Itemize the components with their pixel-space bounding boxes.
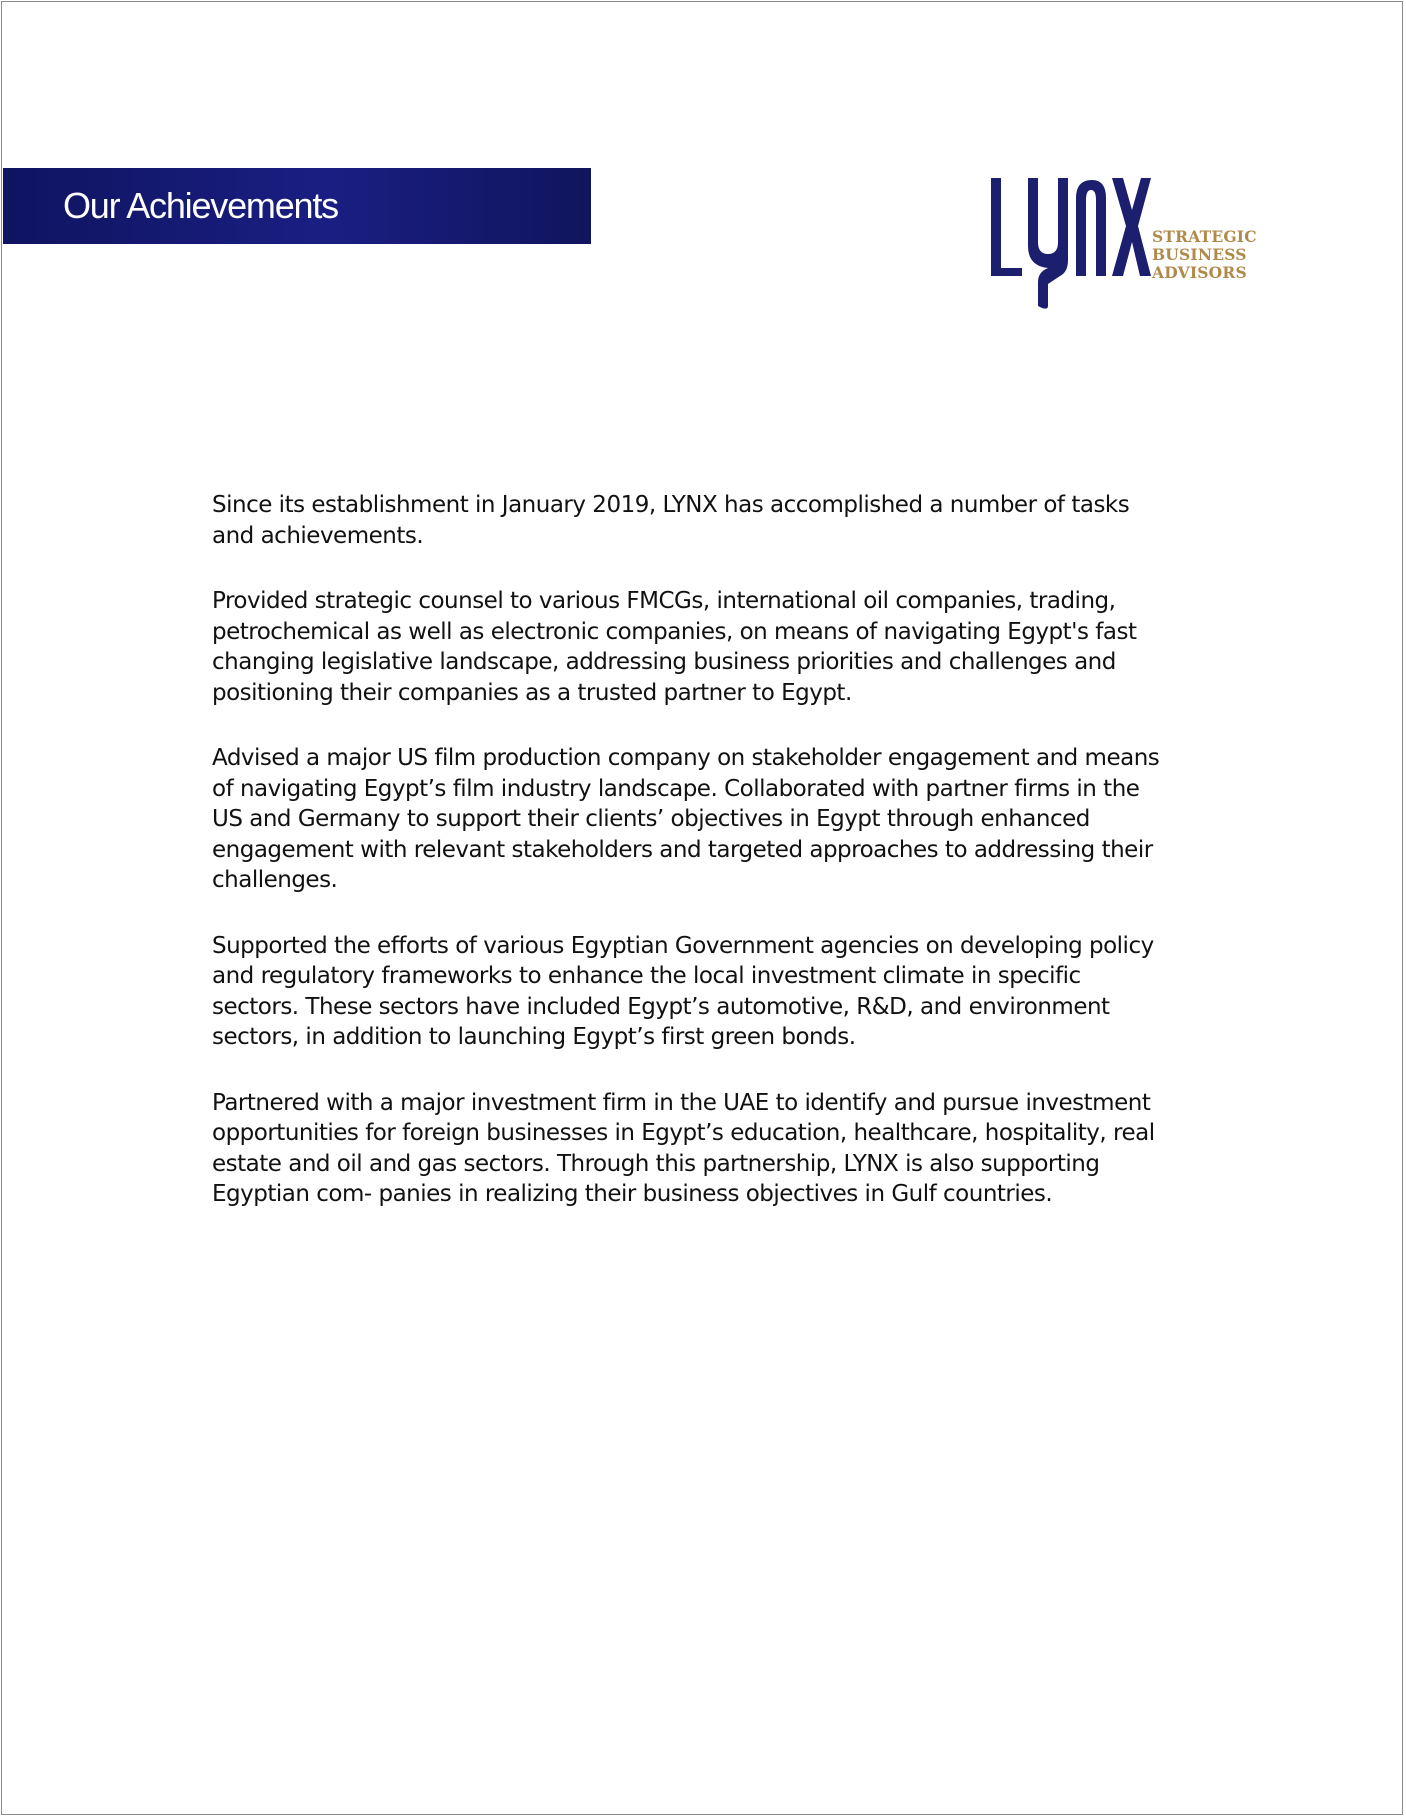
title-banner [3, 168, 591, 244]
lynx-wordmark-logo-icon [988, 176, 1152, 312]
logo-tagline-line: ADVISORS [1152, 263, 1247, 282]
paragraph-uae-partnership: Partnered with a major investment firm in the UAE to identify and pursue investment opportunities for foreign businesses in Egypt’s education, healthcare, hospitality, real estate and oil and gas sectors. Through this partnership, LYNX is also supporting Egyptian com- panies in realizing their business objectives in Gulf countries. [212, 1089, 1155, 1207]
lynx-logo [988, 176, 1257, 312]
logo-tagline [1152, 228, 1257, 282]
achievements-body [212, 490, 1212, 1245]
paragraph-intro: Since its establishment in January 2019, LYNX has accomplished a number of tasks and achievements. [212, 492, 1130, 549]
page-title: Our Achievements [63, 185, 338, 226]
paragraph-government-agencies: Supported the efforts of various Egyptian Government agencies on developing policy and regulatory frameworks to enhance the local investment climate in specific sectors. These sectors have included Egypt’s automotive, R&D, and environment sectors, in addition to launching Egypt’s first green bonds. [212, 932, 1154, 1050]
logo-tagline-line: BUSINESS [1152, 245, 1247, 264]
paragraph-strategic-counsel: Provided strategic counsel to various FMCGs, international oil companies, trading, petrochemical as well as electronic companies, on means of navigating Egypt's fast changing legislative landscape, addressing business priorities and challenges and positioning their companies as a trusted partner to Egypt. [212, 588, 1137, 706]
logo-tagline-line: STRATEGIC [1152, 227, 1257, 246]
paragraph-film-production: Advised a major US film production company on stakeholder engagement and means of navigating Egypt’s film industry landscape. Collaborated with partner firms in the US and Germany to support their clients’ objectives in Egypt through enhanced engagement with relevant stakeholders and targeted approaches to addressing their challenges. [212, 745, 1160, 893]
